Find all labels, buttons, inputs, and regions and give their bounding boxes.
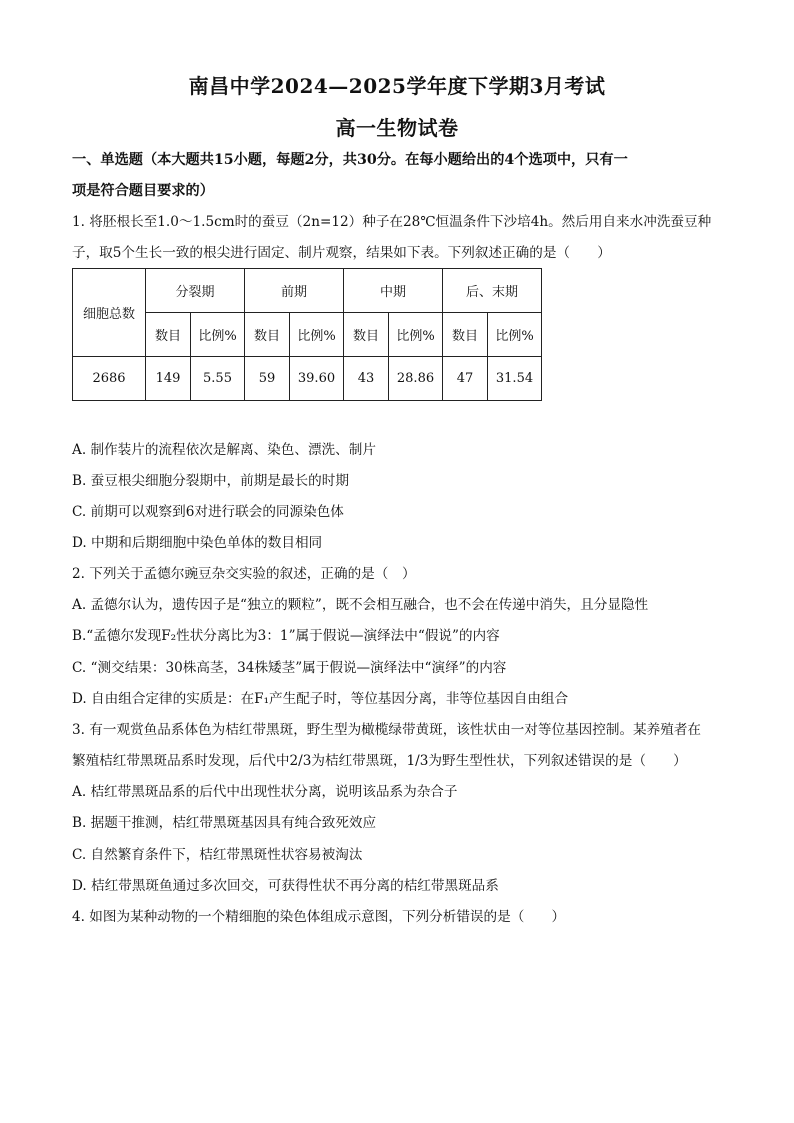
table-cell: 47 xyxy=(443,357,488,401)
table-header-group: 后、末期 xyxy=(443,269,542,313)
exam-subtitle: 高一生物试卷 xyxy=(335,116,459,140)
q1-stem-line2: 子，取5个生长一致的根尖进行固定、制片观察，结果如下表。下列叙述正确的是（ ） xyxy=(72,245,611,261)
table-cell: 59 xyxy=(245,357,290,401)
table-subheader: 比例% xyxy=(191,313,245,357)
q1-data-table xyxy=(72,268,542,401)
q2-option-a: A. 孟德尔认为，遗传因子是“独立的颗粒”，既不会相互融合，也不会在传递中消失，且分显隐性 xyxy=(72,597,649,613)
q3-stem-line1: 3. 有一观赏鱼品系体色为桔红带黑斑，野生型为橄榄绿带黄斑，该性状由一对等位基因控制。某养殖者在 xyxy=(72,722,702,738)
q3-option-c: C. 自然繁育条件下，桔红带黑斑性状容易被淘汰 xyxy=(72,847,363,863)
table-header-group: 中期 xyxy=(344,269,443,313)
exam-title: 南昌中学2024—2025学年度下学期3月考试 xyxy=(188,74,606,98)
table-cell: 28.86 xyxy=(389,357,443,401)
q1-option-a: A. 制作装片的流程依次是解离、染色、漂洗、制片 xyxy=(72,442,376,458)
section-heading-line1: 一、单选题（本大题共15小题，每题2分，共30分。在每小题给出的4个选项中，只有一 xyxy=(72,152,628,168)
q1-option-b: B. 蚕豆根尖细胞分裂期中，前期是最长的时期 xyxy=(72,473,349,489)
table-subheader: 数目 xyxy=(344,313,389,357)
q1-option-c: C. 前期可以观察到6对进行联会的同源染色体 xyxy=(72,504,344,520)
q2-option-d: D. 自由组合定律的实质是：在F₁产生配子时，等位基因分离，非等位基因自由组合 xyxy=(72,691,569,707)
section-heading-line2: 项是符合题目要求的） xyxy=(72,183,214,199)
q1-stem-line1: 1. 将胚根长至1.0～1.5cm时的蚕豆（2n=12）种子在28℃恒温条件下沙培4h。然后用自来水冲洗蚕豆种 xyxy=(72,214,712,230)
table-cell: 43 xyxy=(344,357,389,401)
q3-option-b: B. 据题干推测，桔红带黑斑基因具有纯合致死效应 xyxy=(72,815,377,831)
table-subheader: 比例% xyxy=(389,313,443,357)
table-subheader: 数目 xyxy=(146,313,191,357)
q2-option-b: B.“孟德尔发现F₂性状分离比为3：1”属于假说—演绎法中“假说”的内容 xyxy=(72,628,500,644)
table-subheader: 数目 xyxy=(443,313,488,357)
table-cell: 39.60 xyxy=(290,357,344,401)
table-subheader: 数目 xyxy=(245,313,290,357)
q3-option-d: D. 桔红带黑斑鱼通过多次回交，可获得性状不再分离的桔红带黑斑品系 xyxy=(72,878,499,894)
table-cell: 31.54 xyxy=(488,357,542,401)
table-subheader: 比例% xyxy=(488,313,542,357)
table-cell: 149 xyxy=(146,357,191,401)
table-subheader: 比例% xyxy=(290,313,344,357)
q3-stem-line2: 繁殖桔红带黑斑品系时发现，后代中2/3为桔红带黑斑，1/3为野生型性状，下列叙述错误的是（ ） xyxy=(72,753,687,769)
table-cell: 2686 xyxy=(73,357,146,401)
table-header-group: 分裂期 xyxy=(146,269,245,313)
q2-stem: 2. 下列关于孟德尔豌豆杂交实验的叙述，正确的是（ ） xyxy=(72,566,416,582)
q2-option-c: C. “测交结果：30株高茎，34株矮茎”属于假说—演绎法中“演绎”的内容 xyxy=(72,660,507,676)
q4-stem: 4. 如图为某种动物的一个精细胞的染色体组成示意图，下列分析错误的是（ ） xyxy=(72,909,566,925)
q3-option-a: A. 桔红带黑斑品系的后代中出现性状分离，说明该品系为杂合子 xyxy=(72,784,458,800)
q1-option-d: D. 中期和后期细胞中染色单体的数目相同 xyxy=(72,535,323,551)
table-header-total: 细胞总数 xyxy=(73,269,146,357)
table-cell: 5.55 xyxy=(191,357,245,401)
table-header-group: 前期 xyxy=(245,269,344,313)
